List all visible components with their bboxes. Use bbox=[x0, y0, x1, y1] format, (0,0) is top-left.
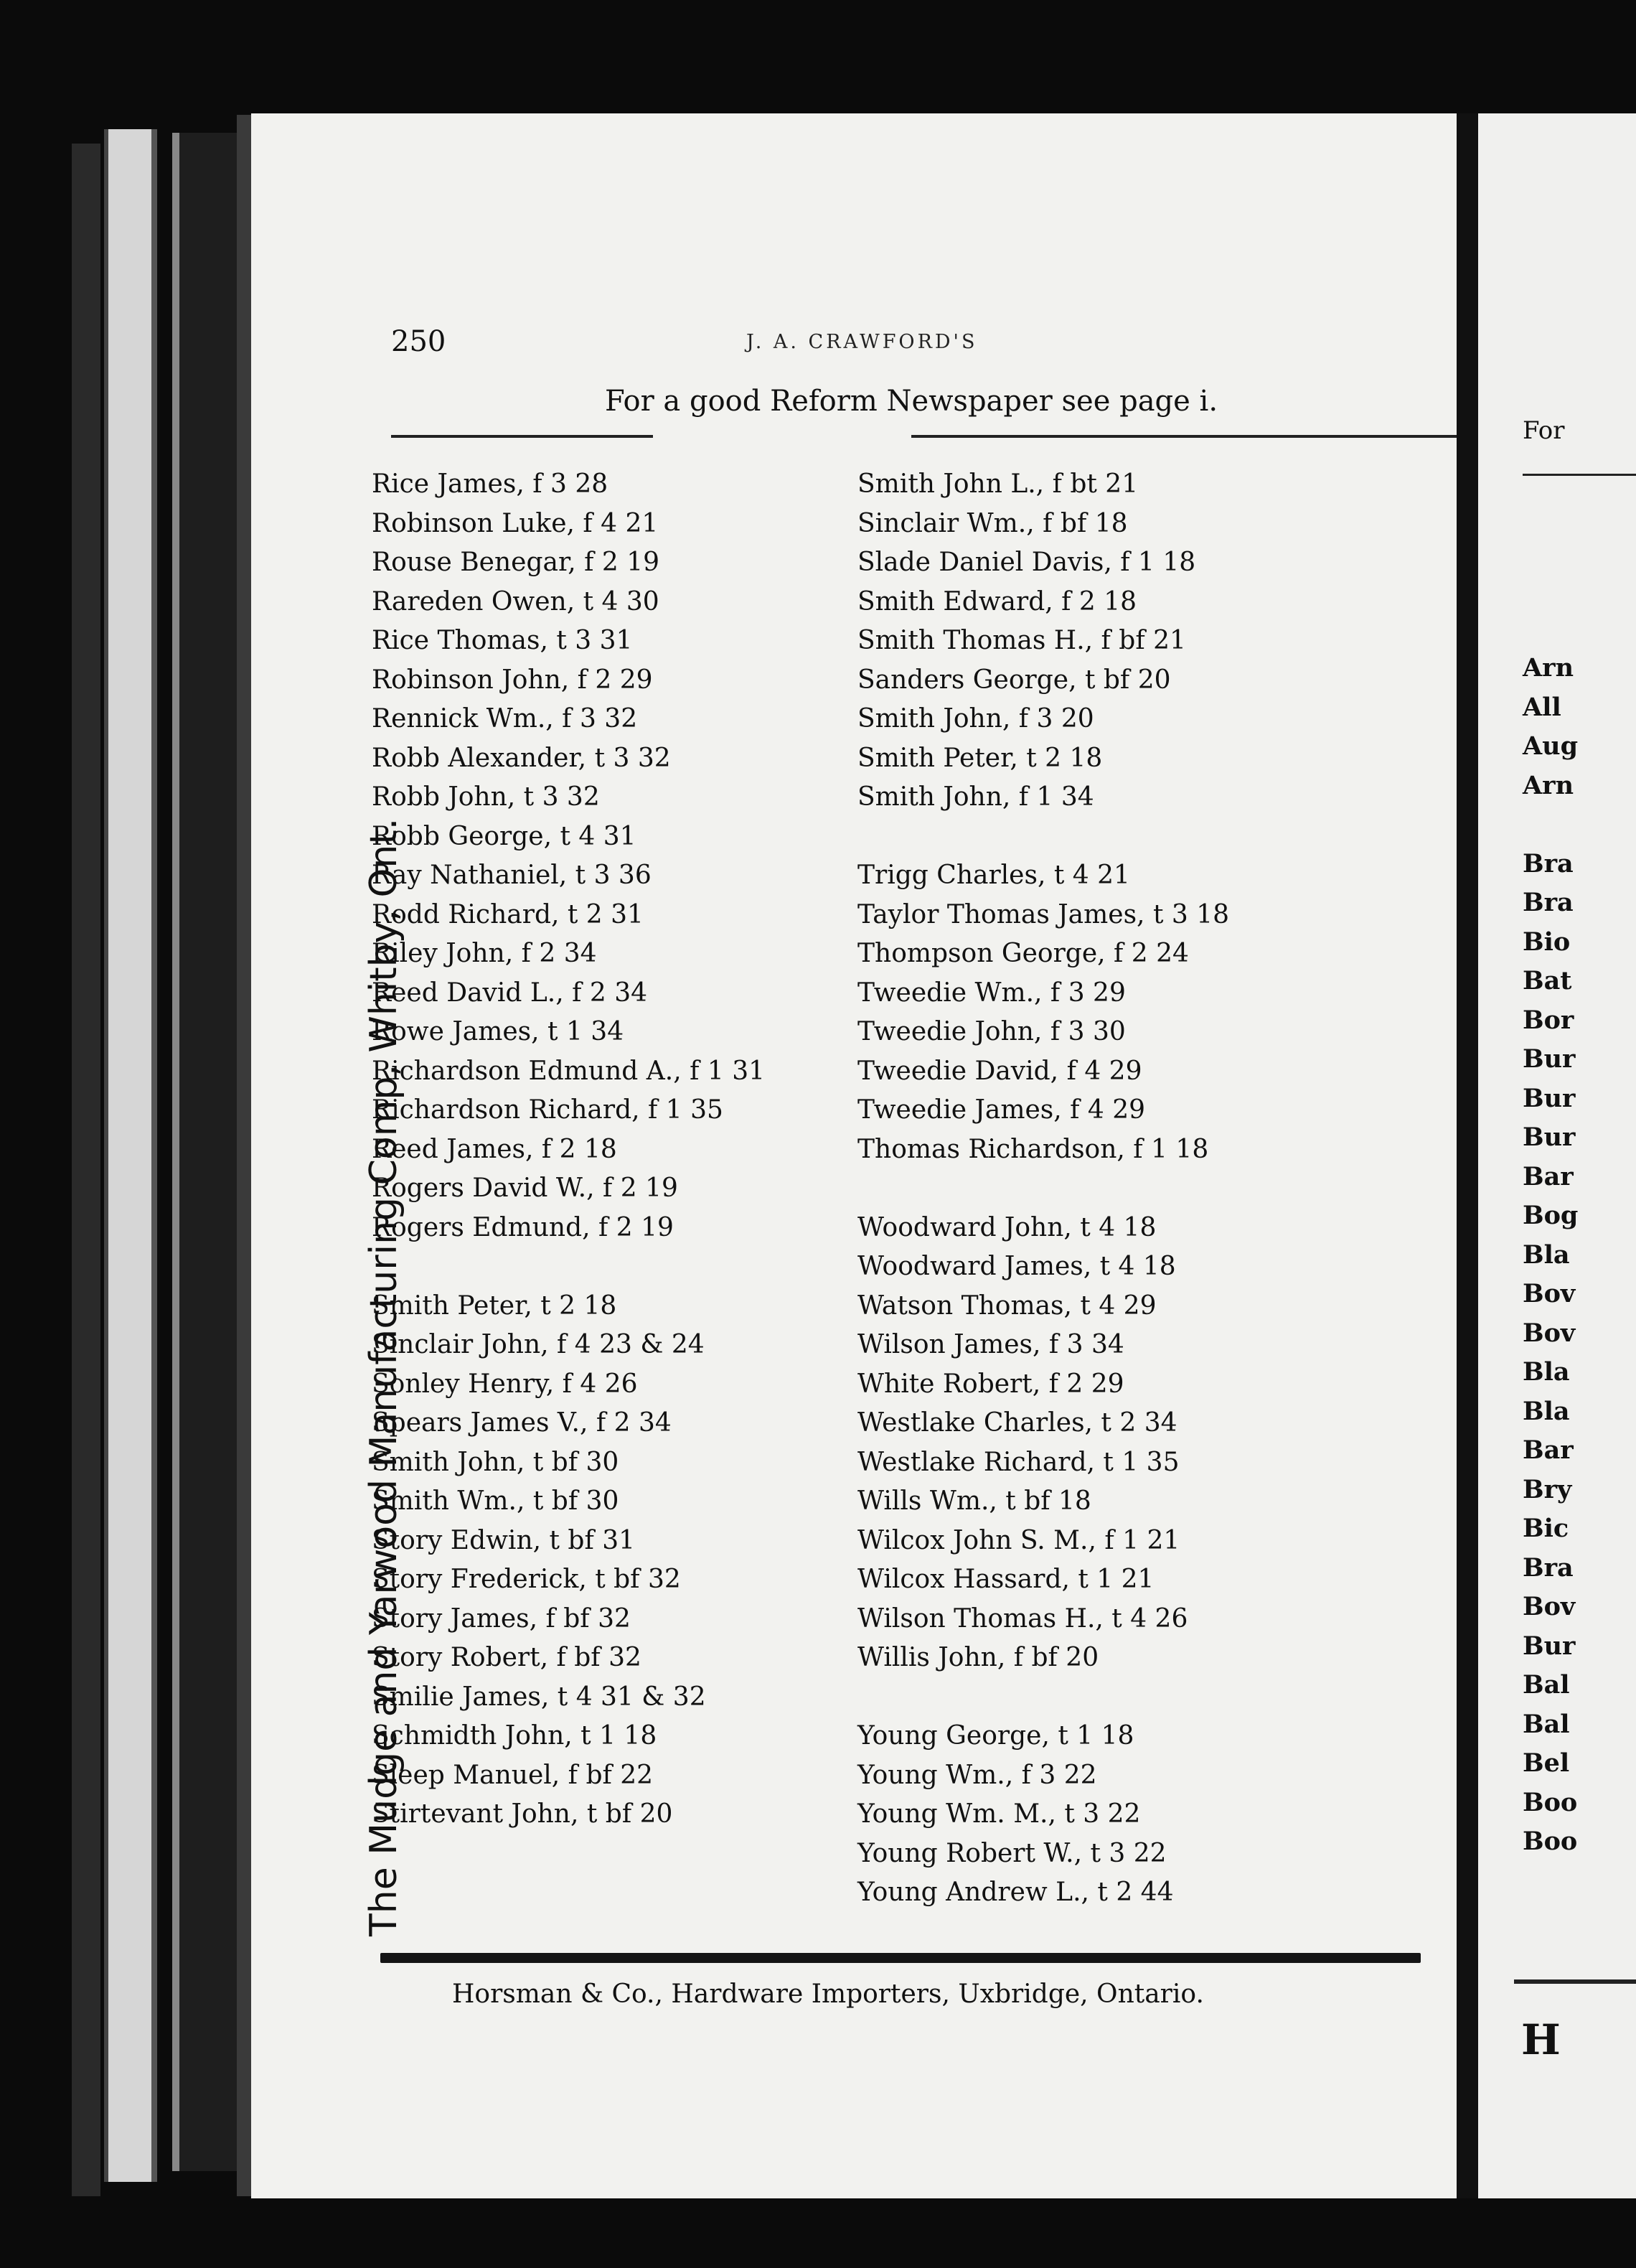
directory-entry: Young George, t 1 18 bbox=[857, 1721, 1134, 1751]
directory-entry: Watson Thomas, t 4 29 bbox=[857, 1290, 1157, 1321]
directory-entry: Ray Nathaniel, t 3 36 bbox=[372, 861, 652, 890]
directory-entry: Bog bbox=[1523, 1201, 1579, 1230]
directory-entry: Robb John, t 3 32 bbox=[372, 782, 600, 812]
directory-entry: Smith Peter, t 2 18 bbox=[372, 1290, 617, 1321]
directory-entry: Slade Daniel Davis, f 1 18 bbox=[857, 548, 1196, 577]
directory-entry: Aug bbox=[1523, 731, 1579, 761]
directory-entry: Young Robert W., t 3 22 bbox=[857, 1838, 1167, 1868]
directory-entry: Thompson George, f 2 24 bbox=[857, 939, 1189, 968]
entry-gap bbox=[372, 1247, 765, 1287]
left-column bbox=[372, 465, 765, 1834]
directory-entry: Reed James, f 2 18 bbox=[372, 1134, 617, 1164]
directory-entry: Arn bbox=[1523, 653, 1574, 683]
right-column bbox=[857, 465, 1229, 1913]
binding-edge bbox=[172, 133, 244, 2171]
directory-entry: Bor bbox=[1523, 1005, 1574, 1035]
directory-entry: Bal bbox=[1523, 1709, 1570, 1739]
directory-entry: Boo bbox=[1523, 1787, 1578, 1817]
directory-entry: Richardson Richard, f 1 35 bbox=[372, 1095, 723, 1125]
directory-entry: Bur bbox=[1523, 1044, 1576, 1074]
directory-entry: Bel bbox=[1523, 1748, 1570, 1778]
directory-entry: Arn bbox=[1523, 770, 1574, 800]
footer-advertisement: Horsman & Co., Hardware Importers, Uxbridge, Ontario. bbox=[452, 1979, 1204, 2009]
directory-entry: Bov bbox=[1523, 1279, 1576, 1308]
directory-entry: Story James, f bf 32 bbox=[372, 1603, 631, 1634]
directory-entry: Rodd Richard, t 2 31 bbox=[372, 899, 644, 929]
directory-entry: Smith John, f 3 20 bbox=[857, 704, 1094, 734]
directory-entry: Bov bbox=[1523, 1592, 1576, 1621]
directory-entry: Rennick Wm., f 3 32 bbox=[372, 704, 638, 734]
directory-entry: Bal bbox=[1523, 1670, 1570, 1700]
directory-entry: Bla bbox=[1523, 1357, 1570, 1387]
directory-entry: Young Wm., f 3 22 bbox=[857, 1760, 1097, 1790]
directory-entry: Sanders George, t bf 20 bbox=[857, 665, 1171, 695]
directory-entry: Smith Edward, f 2 18 bbox=[857, 586, 1137, 617]
directory-entry: Sleep Manuel, f bf 22 bbox=[372, 1760, 654, 1790]
directory-entry: Rouse Benegar, f 2 19 bbox=[372, 548, 660, 577]
directory-entry: Bar bbox=[1523, 1161, 1574, 1191]
directory-entry: Trigg Charles, t 4 21 bbox=[857, 861, 1130, 890]
directory-entry: Riley John, f 2 34 bbox=[372, 939, 597, 968]
directory-entry: White Robert, f 2 29 bbox=[857, 1369, 1124, 1399]
directory-entry: Thomas Richardson, f 1 18 bbox=[857, 1134, 1209, 1164]
directory-entry: Willis John, f bf 20 bbox=[857, 1643, 1099, 1672]
directory-entry: Bic bbox=[1523, 1514, 1569, 1543]
directory-entry: Bra bbox=[1523, 848, 1574, 878]
facing-page-entries bbox=[1523, 648, 1578, 1861]
side-advertisement: The Mudge and Yarwood Manufacturing Comp, Whitby, Ont. bbox=[362, 817, 405, 1936]
directory-entry: Bry bbox=[1523, 1474, 1572, 1504]
directory-entry: Wilcox John S. M., f 1 21 bbox=[857, 1525, 1180, 1555]
directory-entry: Bat bbox=[1523, 966, 1572, 995]
binding-edge bbox=[104, 129, 157, 2182]
directory-entry: Tweedie John, f 3 30 bbox=[857, 1017, 1126, 1046]
facing-page-header: For bbox=[1523, 416, 1565, 445]
header-rule-gap bbox=[653, 429, 911, 439]
facing-page bbox=[1478, 113, 1636, 2198]
directory-entry: Rowe James, t 1 34 bbox=[372, 1017, 624, 1046]
directory-entry: Smilie James, t 4 31 & 32 bbox=[372, 1682, 706, 1712]
directory-entry: Smith John, f 1 34 bbox=[857, 782, 1094, 812]
binding-edge bbox=[72, 144, 100, 2196]
facing-page-footer-rule bbox=[1514, 1979, 1636, 1984]
directory-entry: Young Wm. M., t 3 22 bbox=[857, 1799, 1141, 1829]
directory-entry: Sinclair Wm., f bf 18 bbox=[857, 508, 1128, 538]
directory-entry: Rogers Edmund, f 2 19 bbox=[372, 1212, 674, 1242]
directory-entry: Story Frederick, t bf 32 bbox=[372, 1565, 681, 1594]
directory-entry: Sonley Henry, f 4 26 bbox=[372, 1369, 638, 1399]
directory-entry: Boo bbox=[1523, 1827, 1578, 1856]
directory-entry: Rareden Owen, t 4 30 bbox=[372, 586, 659, 617]
directory-entry: Spears James V., f 2 34 bbox=[372, 1408, 672, 1438]
directory-entry: Tweedie David, f 4 29 bbox=[857, 1056, 1142, 1086]
directory-entry: Wills Wm., t bf 18 bbox=[857, 1486, 1091, 1516]
directory-entry: Reed David L., f 2 34 bbox=[372, 978, 648, 1008]
facing-page-rule bbox=[1523, 474, 1636, 476]
footer-rule bbox=[380, 1953, 1421, 1963]
directory-entry: Woodward John, t 4 18 bbox=[857, 1212, 1157, 1242]
directory-entry: Bov bbox=[1523, 1318, 1576, 1348]
directory-entry: Wilcox Hassard, t 1 21 bbox=[857, 1565, 1155, 1594]
page-number: 250 bbox=[391, 325, 446, 358]
directory-entry: Woodward James, t 4 18 bbox=[857, 1252, 1176, 1281]
directory-entry: Bur bbox=[1523, 1123, 1576, 1152]
header-rule bbox=[391, 435, 1600, 438]
entry-gap bbox=[857, 1169, 1229, 1209]
directory-entry: Westlake Richard, t 1 35 bbox=[857, 1447, 1180, 1477]
directory-entry: Richardson Edmund A., f 1 31 bbox=[372, 1056, 766, 1086]
directory-entry: Tweedie James, f 4 29 bbox=[857, 1095, 1146, 1125]
tagline: For a good Reform Newspaper see page i. bbox=[604, 385, 1218, 418]
directory-entry: Stirtevant John, t bf 20 bbox=[372, 1799, 673, 1829]
directory-entry: Rogers David W., f 2 19 bbox=[372, 1173, 678, 1203]
directory-entry: Smith Wm., t bf 30 bbox=[372, 1486, 619, 1516]
page-gutter bbox=[1457, 113, 1478, 2198]
directory-entry: Westlake Charles, t 2 34 bbox=[857, 1408, 1177, 1438]
directory-entry: Sinclair John, f 4 23 & 24 bbox=[372, 1330, 705, 1359]
directory-entry: Bar bbox=[1523, 1435, 1574, 1465]
directory-entry: Bla bbox=[1523, 1396, 1570, 1426]
directory-entry: Bra bbox=[1523, 1552, 1574, 1583]
directory-entry: All bbox=[1523, 692, 1561, 722]
directory-entry: Wilson Thomas H., t 4 26 bbox=[857, 1603, 1188, 1634]
directory-entry: Robinson John, f 2 29 bbox=[372, 665, 653, 695]
directory-entry: Bur bbox=[1523, 1631, 1576, 1661]
directory-entry: Rice Thomas, t 3 31 bbox=[372, 626, 633, 655]
directory-entry: Smith Peter, t 2 18 bbox=[857, 743, 1103, 773]
running-head: J. A. CRAWFORD'S bbox=[746, 331, 978, 353]
directory-entry: Smith John, t bf 30 bbox=[372, 1447, 619, 1477]
directory-entry: Young Andrew L., t 2 44 bbox=[857, 1878, 1174, 1907]
directory-entry: Robb Alexander, t 3 32 bbox=[372, 743, 671, 773]
binding-edge bbox=[237, 115, 251, 2196]
directory-entry: Bur bbox=[1523, 1083, 1576, 1113]
directory-entry: Wilson James, f 3 34 bbox=[857, 1330, 1124, 1359]
directory-entry: Bio bbox=[1523, 927, 1571, 957]
directory-entry: Taylor Thomas James, t 3 18 bbox=[857, 899, 1230, 929]
directory-entry: Smith John L., f bt 21 bbox=[857, 469, 1139, 499]
directory-entry: Bla bbox=[1523, 1240, 1570, 1270]
directory-entry: Bra bbox=[1523, 888, 1574, 917]
directory-entry: Schmidth John, t 1 18 bbox=[372, 1721, 657, 1751]
directory-entry: Story Edwin, t bf 31 bbox=[372, 1525, 636, 1555]
directory-entry: Story Robert, f bf 32 bbox=[372, 1643, 641, 1672]
directory-entry: Smith Thomas H., f bf 21 bbox=[857, 626, 1186, 655]
directory-page bbox=[251, 113, 1457, 2198]
entry-gap bbox=[857, 817, 1229, 857]
directory-entry: Rice James, f 3 28 bbox=[372, 469, 608, 499]
entry-gap bbox=[1523, 805, 1578, 844]
directory-entry: Robinson Luke, f 4 21 bbox=[372, 508, 659, 538]
directory-entry: Tweedie Wm., f 3 29 bbox=[857, 978, 1126, 1008]
facing-page-footer: H bbox=[1521, 2015, 1561, 2064]
directory-entry: Robb George, t 4 31 bbox=[372, 821, 636, 851]
entry-gap bbox=[857, 1678, 1229, 1718]
